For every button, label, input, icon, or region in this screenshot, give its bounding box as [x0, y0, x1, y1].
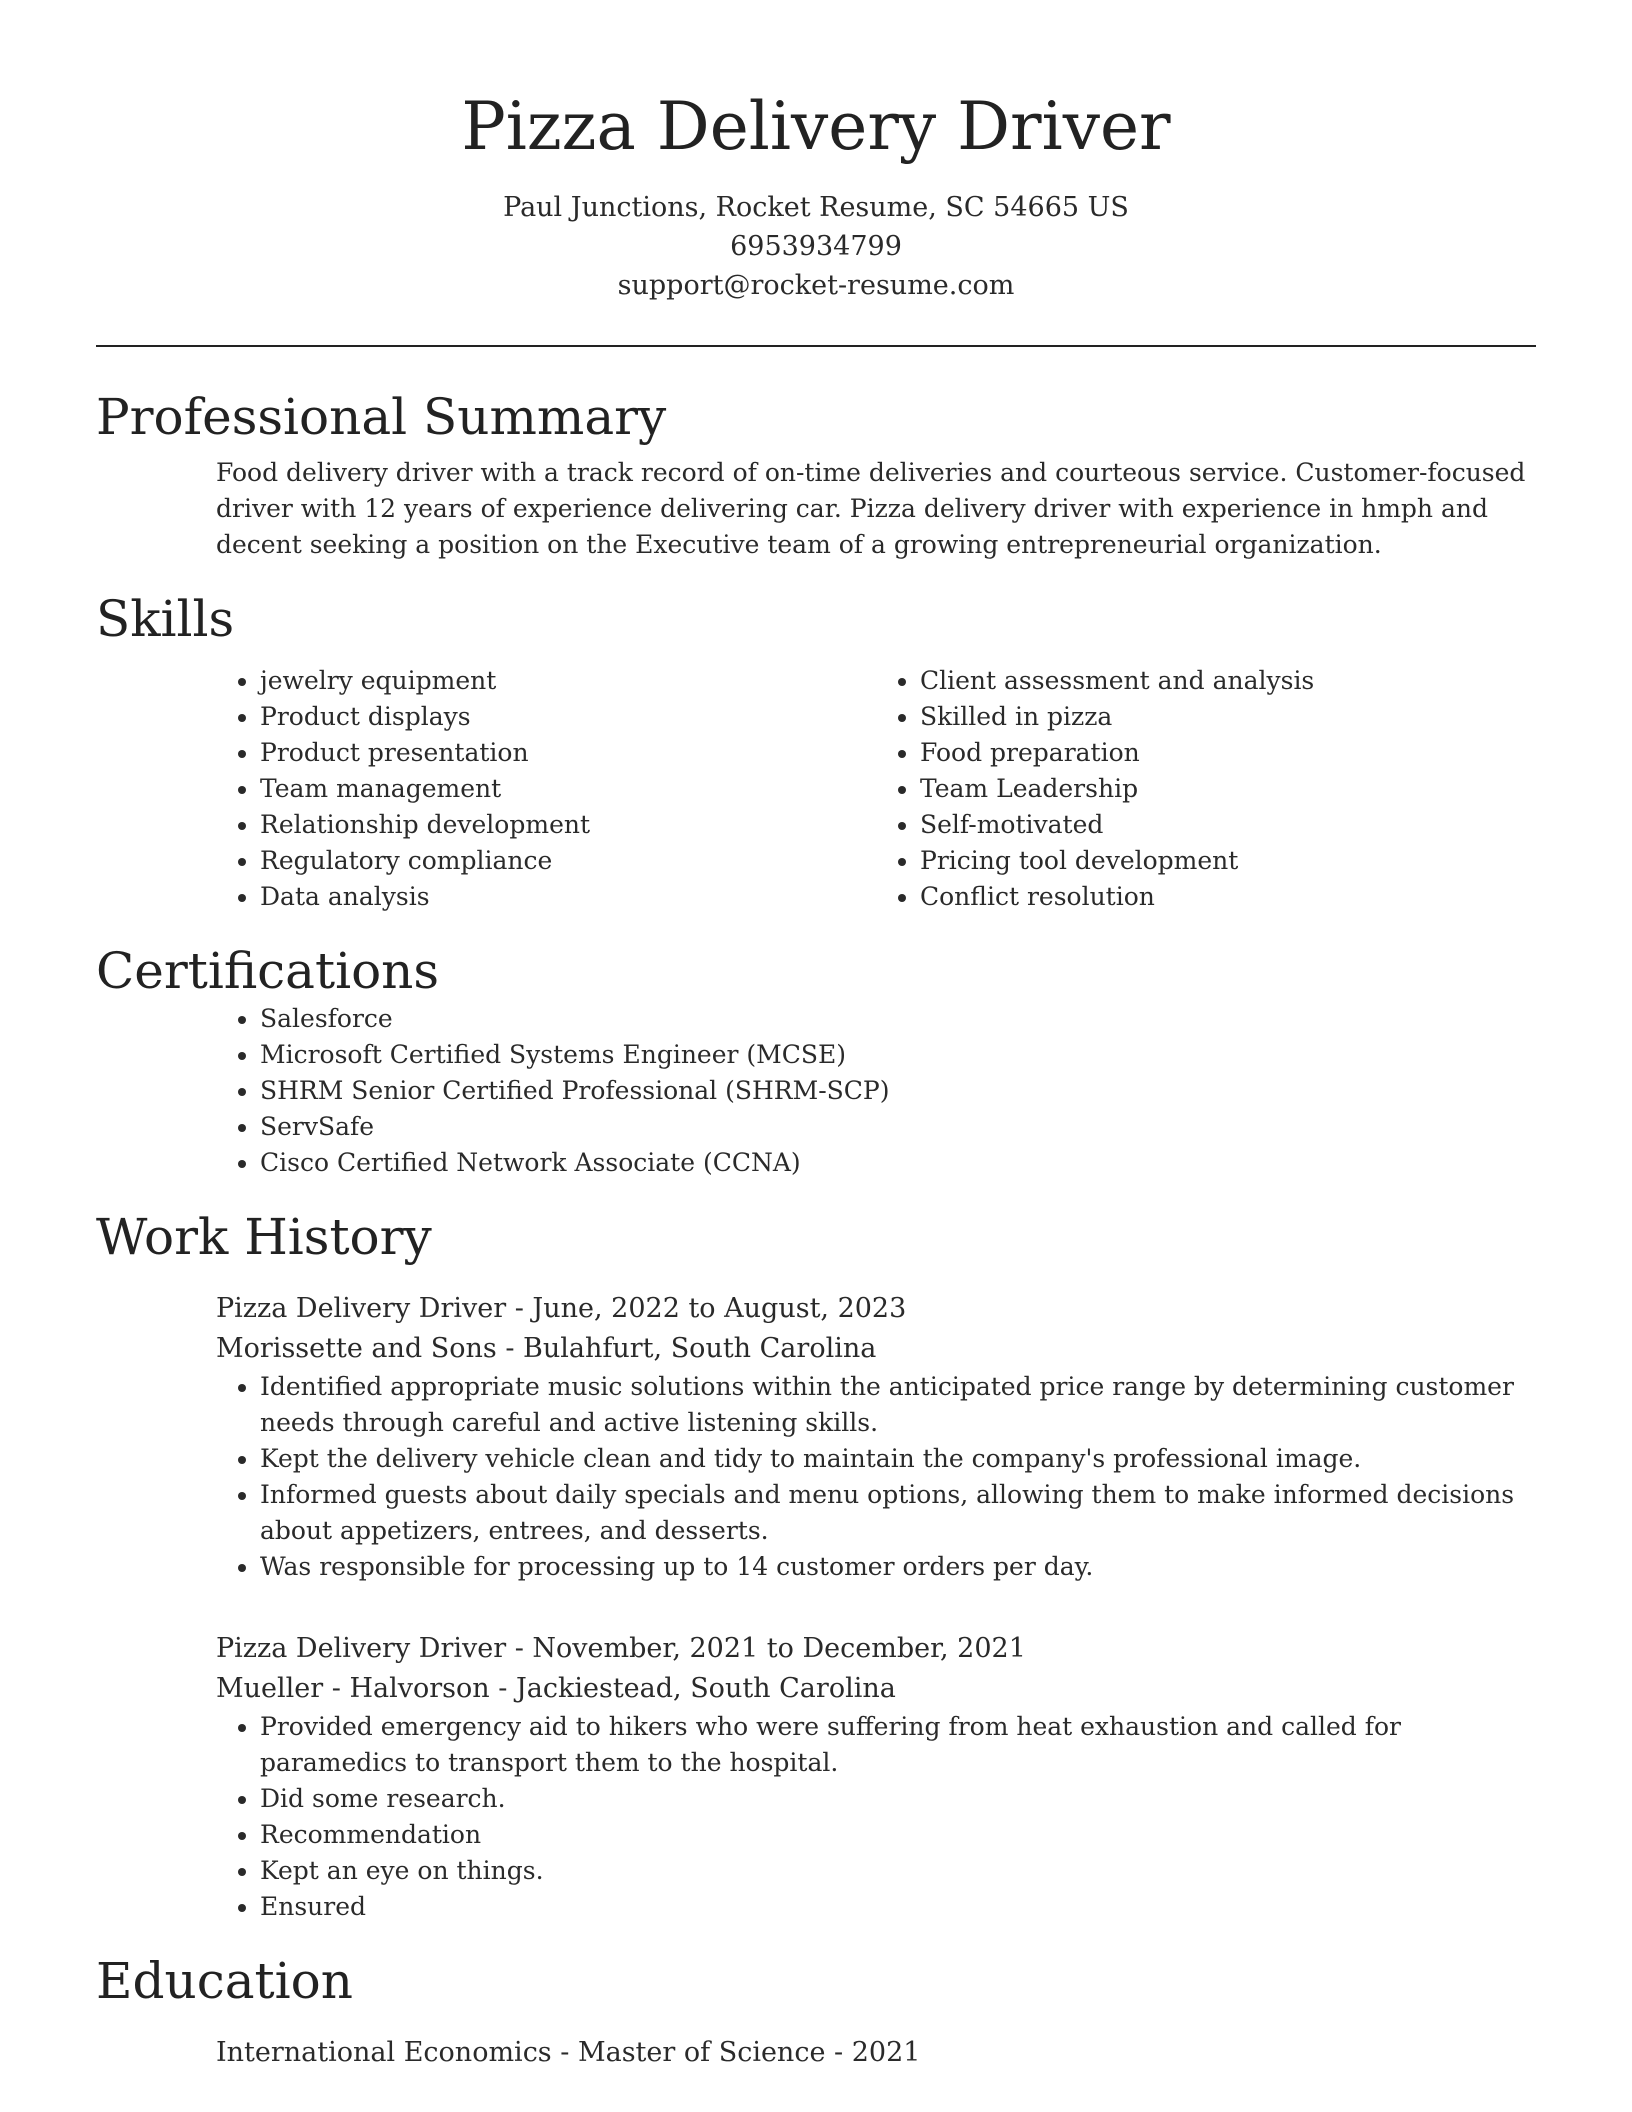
certification-item: • Microsoft Certified Systems Engineer (MCSE) — [260, 1037, 1536, 1073]
job-duty-item: • Was responsible for processing up to 14 customer orders per day. — [260, 1549, 1536, 1585]
skill-item: • Conflict resolution — [920, 879, 1536, 915]
job-duty-item: • Informed guests about daily specials and menu options, allowing them to make informed decisions about appetizers, entrees, and desserts. — [260, 1477, 1536, 1549]
skill-item: • Product presentation — [260, 735, 876, 771]
job-duty-item: • Kept the delivery vehicle clean and tidy to maintain the company's professional image. — [260, 1441, 1536, 1477]
skill-item: • Relationship development — [260, 807, 876, 843]
resume-page — [96, 0, 1536, 2073]
skill-item: • Data analysis — [260, 879, 876, 915]
job-duty-item: • Ensured — [260, 1889, 1536, 1925]
resume-title: Pizza Delivery Driver — [461, 88, 1171, 165]
job-duty-item: • Did some research. — [260, 1781, 1536, 1817]
skill-item: • Skilled in pizza — [920, 699, 1536, 735]
job-duty-item: • Identified appropriate music solutions within the anticipated price range by determining customer needs through careful and active listening skills. — [260, 1369, 1536, 1441]
skill-item: • Self-motivated — [920, 807, 1536, 843]
job-duty-item: • Provided emergency aid to hikers who were suffering from heat exhaustion and called for paramedics to transport them to the hospital. — [260, 1709, 1536, 1781]
skill-item: • Pricing tool development — [920, 843, 1536, 879]
contact-email: support@rocket-resume.com — [617, 270, 1015, 301]
certification-item: • Cisco Certified Network Associate (CCNA) — [260, 1145, 1536, 1181]
certifications-heading: Certifications — [96, 942, 440, 1000]
contact-address: Paul Junctions, Rocket Resume, SC 54665 US — [503, 192, 1129, 223]
job-title-dates: Pizza Delivery Driver - November, 2021 to December, 2021 — [216, 1633, 1026, 1664]
job-entry — [216, 1629, 1536, 1925]
education-heading: Education — [96, 1952, 353, 2010]
job-duty-item: • Recommendation — [260, 1817, 1536, 1853]
skills-list-left — [216, 663, 876, 915]
job-title-dates: Pizza Delivery Driver - June, 2022 to August, 2023 — [216, 1293, 907, 1324]
job-employer-location: Mueller - Halvorson - Jackiestead, South Carolina — [216, 1673, 896, 1704]
work-history-section — [216, 1289, 1536, 1925]
certifications-section — [216, 1001, 1536, 1181]
education-section — [216, 2033, 1536, 2073]
job-employer-location: Morissette and Sons - Bulahfurt, South Carolina — [216, 1333, 877, 1364]
certification-item: • Salesforce — [260, 1001, 1536, 1037]
skill-item: • jewelry equipment — [260, 663, 876, 699]
contact-info — [96, 188, 1536, 305]
education-entry: International Economics - Master of Science - 2021 — [216, 2037, 921, 2068]
skills-columns — [216, 663, 1536, 915]
skill-item: • Client assessment and analysis — [920, 663, 1536, 699]
summary-heading: Professional Summary — [96, 388, 667, 446]
job-entry — [216, 1289, 1536, 1585]
job-duties-list — [216, 1709, 1536, 1925]
skills-section — [216, 663, 1536, 915]
skill-item: • Team management — [260, 771, 876, 807]
certification-item: • ServSafe — [260, 1109, 1536, 1145]
certification-item: • SHRM Senior Certified Professional (SHRM-SCP) — [260, 1073, 1536, 1109]
skill-item: • Food preparation — [920, 735, 1536, 771]
certifications-list — [216, 1001, 1536, 1181]
skills-heading: Skills — [96, 590, 235, 648]
work-history-heading: Work History — [96, 1208, 432, 1266]
skill-item: • Team Leadership — [920, 771, 1536, 807]
job-duty-item: • Kept an eye on things. — [260, 1853, 1536, 1889]
contact-phone: 6953934799 — [730, 231, 902, 262]
job-duties-list — [216, 1369, 1536, 1585]
skills-list-right — [876, 663, 1536, 915]
skill-item: • Regulatory compliance — [260, 843, 876, 879]
summary-section — [216, 455, 1536, 563]
skill-item: • Product displays — [260, 699, 876, 735]
header-divider — [96, 345, 1536, 347]
summary-text: Food delivery driver with a track record of on-time deliveries and courteous service. Customer-focused driver with 12 years of experience delivering car. Pizza delivery driver with experience in hmph and decent seeking a position on the Executive team of a growing entrepreneurial organization. — [216, 458, 1526, 559]
